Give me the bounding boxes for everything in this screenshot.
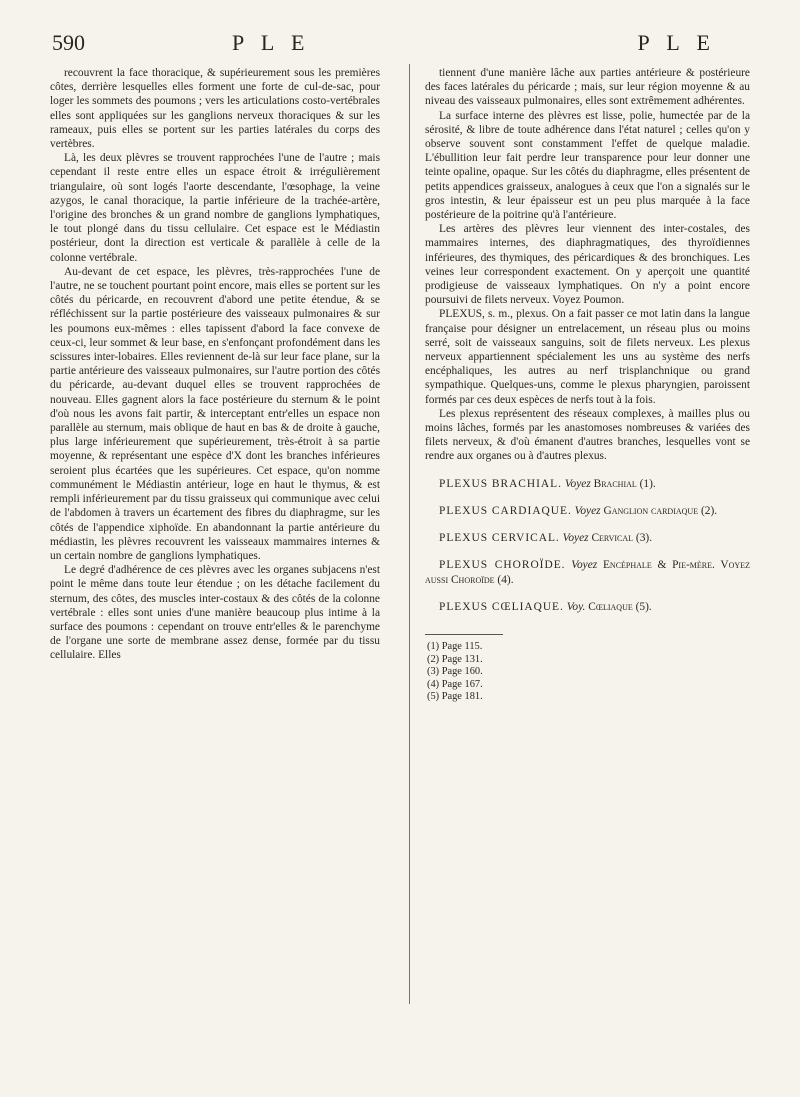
footnote-marker: (3).	[635, 532, 653, 545]
footnote: (1) Page 115.	[427, 640, 483, 652]
see-also: Voyez	[574, 504, 601, 517]
footnote: (4) Page 167.	[427, 678, 483, 690]
entry-term: PLEXUS CARDIAQUE.	[439, 504, 572, 517]
paragraph: Les artères des plèvres leur viennent des inter-costales, des mammaires internes, des diaphragmatiques, des thyroïdiennes inférieures, des thymiques, des péricardiques & des bronchiques. Les veines leur correspondent exactement. On y aperçoit une quantité prodigieuse de vaisseaux lymphatiques. On n'y a point encore poursuivi de filets nerveux. Voyez Poumon.	[425, 223, 750, 307]
footnote-rule	[425, 634, 503, 635]
paragraph: tiennent d'une manière lâche aux parties antérieure & postérieure des faces latérales du péricarde ; mais, sur leur région moyenne & au niveau des vaisseaux pulmonaires, elles sont extrêmement adhérentes.	[425, 67, 750, 108]
footnote-marker: (2).	[700, 504, 718, 517]
page-header	[52, 30, 746, 56]
footnote: (2) Page 131.	[427, 653, 483, 665]
entry-term: PLEXUS CERVICAL.	[439, 532, 560, 545]
running-head-left: P L E	[232, 30, 311, 55]
dictionary-entry	[425, 504, 750, 518]
right-column	[425, 66, 750, 704]
entry-term: PLEXUS BRACHIAL.	[439, 477, 562, 490]
dictionary-entry	[425, 558, 750, 586]
left-column	[50, 66, 380, 663]
footnote: (3) Page 160.	[427, 666, 483, 678]
footnote-marker: (1).	[639, 477, 656, 490]
see-also: Voyez	[564, 477, 591, 490]
entry-term: PLEXUS CŒLIAQUE.	[439, 600, 564, 613]
dictionary-entry	[425, 600, 750, 614]
footnote-marker: (5).	[635, 600, 652, 613]
dictionary-entry	[425, 477, 750, 491]
entry-term: PLEXUS CHOROÏDE.	[439, 559, 566, 572]
page-number: 590	[52, 30, 85, 55]
see-also: Voyez	[571, 559, 598, 572]
footnote-marker: (4).	[497, 573, 514, 586]
paragraph: La surface interne des plèvres est lisse, polie, humectée par de la sérosité, & libre de toute adhérence dans l'état naturel ; celles qu'on y observe souvent sont constamment l'effet de quelque maladie. L'ébullition leur fait perdre leur transparence pour leur donner une teinte opaline, opaque. Sur les côtés du diaphragme, elles présentent de petits appendices graisseux, analogues à ceux que l'on a signalés sur le gros intestin, & leur épaisseur est un peu plus marquée à la face postérieure de la poitrine qu'à l'antérieure.	[425, 109, 750, 222]
footnote: (5) Page 181.	[427, 691, 483, 703]
see-also: Voy.	[566, 600, 586, 613]
paragraph: Le degré d'adhérence de ces plèvres avec les organes subjacens n'est point le même dans toute leur étendue ; on les détache facilement du sternum, des côtes, des muscles inter-costaux & des côtés de la colonne vertébrale : elles sont unies d'une manière beaucoup plus intime à la surface des poumons : cependant on trouve entr'elles & le parenchyme de l'organe une sorte de membrane assez dense, formée par du tissu cellulaire. Elles	[50, 564, 380, 662]
column-divider	[409, 64, 410, 1004]
entry-reference: Brachial	[593, 477, 637, 490]
see-also: Voyez	[562, 532, 589, 545]
paragraph: recouvrent la face thoracique, & supérieurement sous les premières côtes, derrière lesquelles elles forment une forte de cul-de-sac, pour loger les sommets des poumons ; vers les articulations costo-vertébrales elles sont appliquées sur les ganglions nerveux thoraciques & sur les rameaux, puis elles se portent sur les parties latérales du corps des vertèbres.	[50, 67, 380, 151]
entry-reference: Cervical	[591, 532, 634, 545]
dictionary-entry	[425, 531, 750, 545]
footnotes	[425, 641, 750, 704]
paragraph: PLEXUS, s. m., plexus. On a fait passer ce mot latin dans la langue française pour désigner un entrelacement, un réseau plus ou moins serré, soit de vaisseaux sanguins, soit de filets nerveux. Les plexus nerveux appartiennent spécialement les uns au système des nerfs encéphaliques, les autres au nerf trisplanchnique ou grand sympathique. Quelques-uns, comme le plexus pharyngien, paroissent formés par ces deux espèces de nerfs tout à la fois.	[425, 308, 750, 406]
paragraph: Là, les deux plèvres se trouvent rapprochées l'une de l'autre ; mais cependant il reste entre elles un espace étroit & irrégulièrement triangulaire, où sont logés l'aorte descendante, l'œsophage, la veine azygos, le canal thoracique, la partie inférieure de la trachée-artère, l'origine des bronches & un grand nombre de ganglions lymphatiques, le tout plongé dans du tissu cellulaire. Cet espace est le Médiastin postérieur, dont la direction est verticale & parallèle à celle de la colonne vertébrale.	[50, 152, 380, 264]
paragraph: Les plexus représentent des réseaux complexes, à mailles plus ou moins lâches, formés par les anastomoses nombreuses & variées des filets nerveux, & d'où émanent d'autres branches, lesquelles vont se rendre aux organes ou à d'autres plexus.	[425, 407, 750, 463]
entry-reference: Ganglion cardiaque	[603, 504, 699, 517]
entry-reference: Encéphale & Pie-mère. Voyez aussi Choroïde	[425, 559, 750, 586]
paragraph: Au-devant de cet espace, les plèvres, très-rapprochées l'une de l'autre, ne se touchent pourtant point encore, mais elles se portent sur les côtés du péricarde, en recouvrent d'abord une petite étendue, & se réfléchissent sur la partie postérieure des vaisseaux pulmonaires & sur les poumons eux-mêmes : elles tapissent d'abord la face convexe de ceux-ci, leur sommet & leur base, en s'enfonçant profondément dans les scissures inter-lobaires. Elles reviennent de-là sur leur face plane, sur la partie antérieure des vaisseaux pulmonaires, sur l'autre portion des côtés du péricarde, au-devant duquel elles se trouvent rapprochées de nouveau. Elles gagnent alors la face postérieure du sternum & le point d'où nous les avons fait partir, & interceptant entr'elles un espace non parallèle au sternum, mais oblique de haut en bas & de droite à gauche, plus large inférieurement que supérieurement, très-étroit à sa partie moyenne, & représentant une espèce d'X dont les branches inférieures seroient plus écartées que les supérieures. Cet espace, qu'on nomme communément le Médiastin antérieur, loge en haut le thymus, & est rempli inférieurement par du tissu graisseux qui communique avec celui de l'abdomen à travers un écartement des fibres du diaphragme, sur les côtés de l'appendice xiphoïde. En abandonnant la partie antérieure du médiastin, les plèvres recouvrent les vaisseaux mammaires internes & un certain nombre de ganglions lymphatiques.	[50, 265, 380, 562]
running-head-right: P L E	[637, 30, 716, 55]
entry-reference: Cœliaque	[588, 600, 633, 613]
